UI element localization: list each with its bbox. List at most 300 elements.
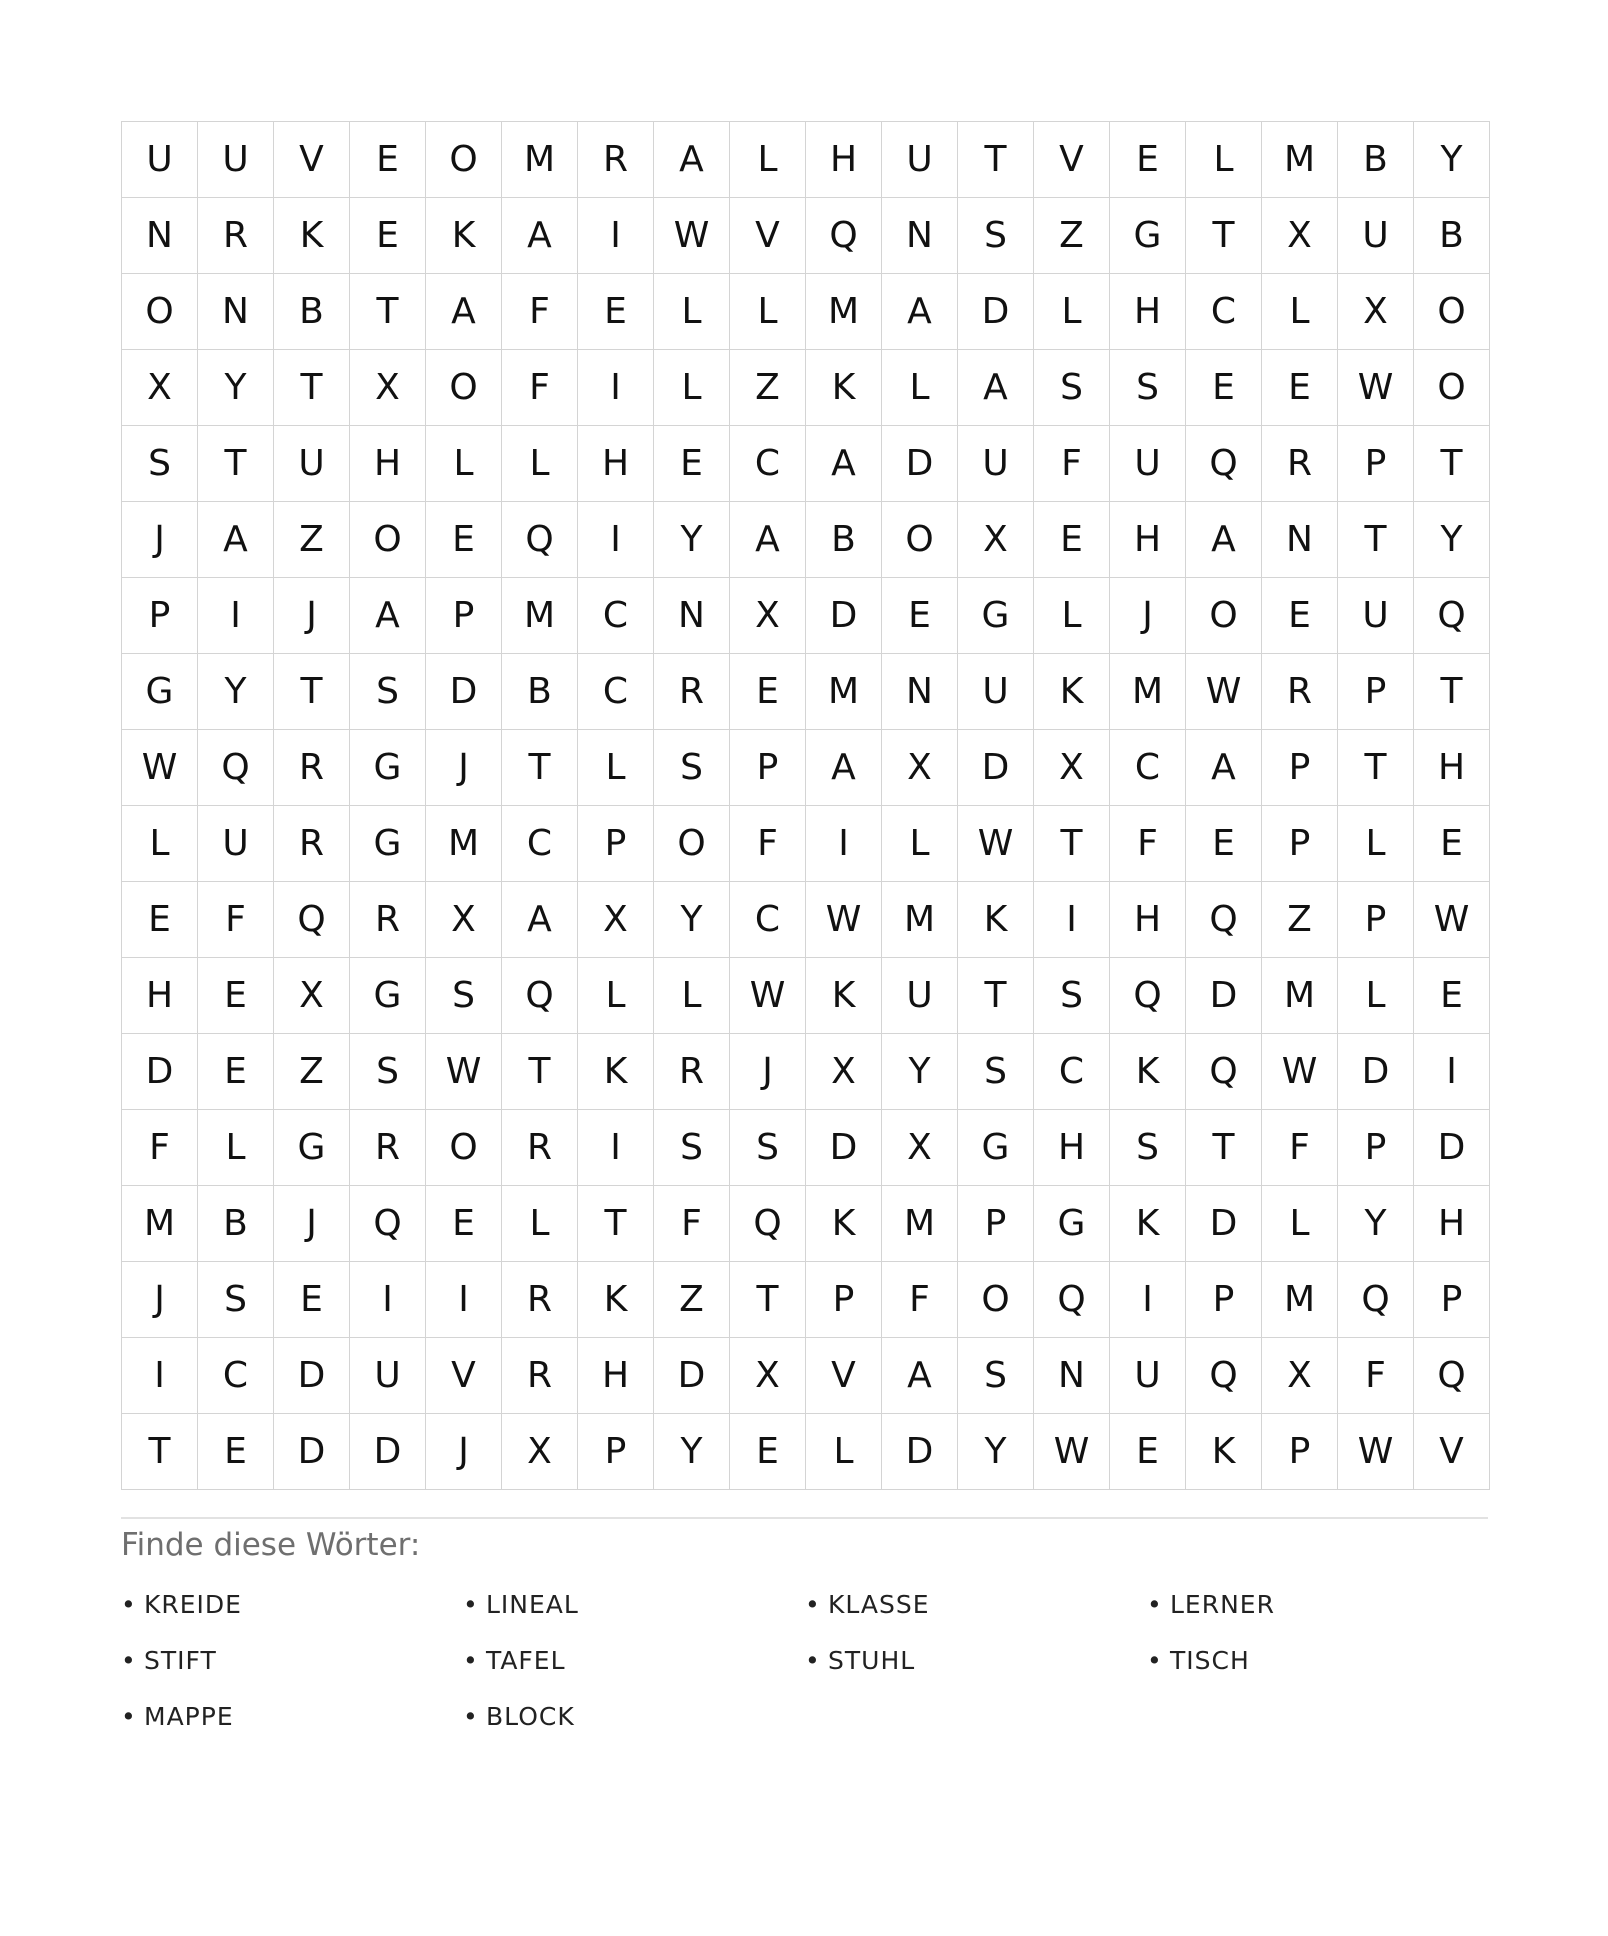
grid-cell[interactable]: Y (654, 502, 730, 578)
grid-cell[interactable]: S (1110, 1110, 1186, 1186)
grid-cell[interactable]: N (1262, 502, 1338, 578)
grid-cell[interactable]: L (502, 426, 578, 502)
grid-cell[interactable]: M (806, 654, 882, 730)
grid-cell[interactable]: X (730, 1338, 806, 1414)
grid-cell[interactable]: A (198, 502, 274, 578)
grid-cell[interactable]: M (426, 806, 502, 882)
grid-cell[interactable]: H (1034, 1110, 1110, 1186)
grid-cell[interactable]: A (426, 274, 502, 350)
grid-cell[interactable]: Q (198, 730, 274, 806)
grid-cell[interactable]: Q (502, 502, 578, 578)
grid-cell[interactable]: J (1110, 578, 1186, 654)
grid-cell[interactable]: G (350, 958, 426, 1034)
grid-cell[interactable]: A (958, 350, 1034, 426)
grid-cell[interactable]: M (882, 882, 958, 958)
grid-cell[interactable]: W (1186, 654, 1262, 730)
grid-cell[interactable]: A (730, 502, 806, 578)
grid-cell[interactable]: W (806, 882, 882, 958)
grid-cell[interactable]: D (958, 274, 1034, 350)
grid-cell[interactable]: C (1110, 730, 1186, 806)
grid-cell[interactable]: S (958, 198, 1034, 274)
grid-cell[interactable]: E (122, 882, 198, 958)
grid-cell[interactable]: Y (654, 1414, 730, 1490)
grid-cell[interactable]: P (1338, 654, 1414, 730)
grid-cell[interactable]: A (502, 198, 578, 274)
grid-cell[interactable]: E (882, 578, 958, 654)
grid-cell[interactable]: X (730, 578, 806, 654)
grid-cell[interactable]: H (1110, 882, 1186, 958)
grid-cell[interactable]: G (122, 654, 198, 730)
grid-cell[interactable]: R (654, 654, 730, 730)
grid-cell[interactable]: W (654, 198, 730, 274)
grid-cell[interactable]: E (1414, 806, 1490, 882)
grid-cell[interactable]: P (958, 1186, 1034, 1262)
grid-cell[interactable]: T (1338, 502, 1414, 578)
grid-cell[interactable]: A (806, 426, 882, 502)
grid-cell[interactable]: A (882, 274, 958, 350)
grid-cell[interactable]: M (1110, 654, 1186, 730)
grid-cell[interactable]: O (426, 1110, 502, 1186)
grid-cell[interactable]: A (502, 882, 578, 958)
grid-cell[interactable]: F (730, 806, 806, 882)
grid-cell[interactable]: N (882, 198, 958, 274)
grid-cell[interactable]: Q (274, 882, 350, 958)
grid-cell[interactable]: K (578, 1262, 654, 1338)
grid-cell[interactable]: P (1262, 730, 1338, 806)
grid-cell[interactable]: Y (1414, 122, 1490, 198)
grid-cell[interactable]: N (882, 654, 958, 730)
grid-cell[interactable]: W (1262, 1034, 1338, 1110)
grid-cell[interactable]: O (426, 350, 502, 426)
grid-cell[interactable]: L (882, 350, 958, 426)
grid-cell[interactable]: E (578, 274, 654, 350)
grid-cell[interactable]: T (1186, 198, 1262, 274)
grid-cell[interactable]: J (426, 730, 502, 806)
grid-cell[interactable]: S (1110, 350, 1186, 426)
grid-cell[interactable]: F (654, 1186, 730, 1262)
grid-cell[interactable]: F (122, 1110, 198, 1186)
grid-cell[interactable]: Q (1186, 1034, 1262, 1110)
grid-cell[interactable]: K (274, 198, 350, 274)
grid-cell[interactable]: D (426, 654, 502, 730)
grid-cell[interactable]: S (1034, 350, 1110, 426)
grid-cell[interactable]: K (958, 882, 1034, 958)
grid-cell[interactable]: Z (654, 1262, 730, 1338)
grid-cell[interactable]: G (1110, 198, 1186, 274)
grid-cell[interactable]: D (806, 578, 882, 654)
grid-cell[interactable]: S (198, 1262, 274, 1338)
grid-cell[interactable]: M (806, 274, 882, 350)
grid-cell[interactable]: Q (1186, 882, 1262, 958)
grid-cell[interactable]: L (806, 1414, 882, 1490)
grid-cell[interactable]: T (350, 274, 426, 350)
grid-cell[interactable]: A (1186, 502, 1262, 578)
grid-cell[interactable]: H (1110, 274, 1186, 350)
grid-cell[interactable]: F (502, 274, 578, 350)
grid-cell[interactable]: I (350, 1262, 426, 1338)
grid-cell[interactable]: S (350, 1034, 426, 1110)
grid-cell[interactable]: I (1414, 1034, 1490, 1110)
grid-cell[interactable]: U (350, 1338, 426, 1414)
grid-cell[interactable]: E (1186, 806, 1262, 882)
grid-cell[interactable]: R (350, 1110, 426, 1186)
grid-cell[interactable]: J (274, 1186, 350, 1262)
grid-cell[interactable]: U (1338, 578, 1414, 654)
grid-cell[interactable]: S (350, 654, 426, 730)
grid-cell[interactable]: J (122, 1262, 198, 1338)
grid-cell[interactable]: S (958, 1338, 1034, 1414)
grid-cell[interactable]: L (1338, 806, 1414, 882)
grid-cell[interactable]: O (1414, 350, 1490, 426)
grid-cell[interactable]: M (502, 122, 578, 198)
grid-cell[interactable]: U (882, 122, 958, 198)
grid-cell[interactable]: K (1110, 1034, 1186, 1110)
grid-cell[interactable]: E (274, 1262, 350, 1338)
grid-cell[interactable]: Y (882, 1034, 958, 1110)
grid-cell[interactable]: Z (274, 1034, 350, 1110)
grid-cell[interactable]: I (198, 578, 274, 654)
grid-cell[interactable]: O (122, 274, 198, 350)
grid-cell[interactable]: B (502, 654, 578, 730)
grid-cell[interactable]: S (426, 958, 502, 1034)
grid-cell[interactable]: E (198, 1414, 274, 1490)
grid-cell[interactable]: T (274, 350, 350, 426)
grid-cell[interactable]: C (730, 426, 806, 502)
grid-cell[interactable]: E (1414, 958, 1490, 1034)
grid-cell[interactable]: Y (1414, 502, 1490, 578)
grid-cell[interactable]: F (1110, 806, 1186, 882)
grid-cell[interactable]: X (806, 1034, 882, 1110)
grid-cell[interactable]: C (198, 1338, 274, 1414)
grid-cell[interactable]: H (806, 122, 882, 198)
grid-cell[interactable]: M (882, 1186, 958, 1262)
grid-cell[interactable]: X (1338, 274, 1414, 350)
grid-cell[interactable]: U (1338, 198, 1414, 274)
grid-cell[interactable]: D (1414, 1110, 1490, 1186)
grid-cell[interactable]: I (578, 350, 654, 426)
grid-cell[interactable]: V (1034, 122, 1110, 198)
grid-cell[interactable]: S (958, 1034, 1034, 1110)
grid-cell[interactable]: R (198, 198, 274, 274)
grid-cell[interactable]: E (654, 426, 730, 502)
grid-cell[interactable]: I (806, 806, 882, 882)
grid-cell[interactable]: X (122, 350, 198, 426)
grid-cell[interactable]: U (122, 122, 198, 198)
grid-cell[interactable]: V (730, 198, 806, 274)
grid-cell[interactable]: C (730, 882, 806, 958)
grid-cell[interactable]: G (350, 806, 426, 882)
grid-cell[interactable]: X (882, 730, 958, 806)
grid-cell[interactable]: X (426, 882, 502, 958)
grid-cell[interactable]: P (578, 806, 654, 882)
grid-cell[interactable]: X (502, 1414, 578, 1490)
grid-cell[interactable]: R (350, 882, 426, 958)
grid-cell[interactable]: Y (1338, 1186, 1414, 1262)
grid-cell[interactable]: T (730, 1262, 806, 1338)
grid-cell[interactable]: X (1262, 198, 1338, 274)
grid-cell[interactable]: S (654, 1110, 730, 1186)
grid-cell[interactable]: T (1338, 730, 1414, 806)
grid-cell[interactable]: A (1186, 730, 1262, 806)
grid-cell[interactable]: E (1262, 578, 1338, 654)
grid-cell[interactable]: E (1186, 350, 1262, 426)
grid-cell[interactable]: U (882, 958, 958, 1034)
grid-cell[interactable]: M (122, 1186, 198, 1262)
grid-cell[interactable]: R (502, 1110, 578, 1186)
grid-cell[interactable]: C (578, 654, 654, 730)
grid-cell[interactable]: F (502, 350, 578, 426)
grid-cell[interactable]: P (806, 1262, 882, 1338)
grid-cell[interactable]: T (1414, 654, 1490, 730)
grid-cell[interactable]: Q (1110, 958, 1186, 1034)
grid-cell[interactable]: E (198, 958, 274, 1034)
grid-cell[interactable]: V (274, 122, 350, 198)
grid-cell[interactable]: Q (1414, 1338, 1490, 1414)
grid-cell[interactable]: E (1110, 122, 1186, 198)
grid-cell[interactable]: M (1262, 958, 1338, 1034)
grid-cell[interactable]: N (198, 274, 274, 350)
grid-cell[interactable]: Q (1186, 1338, 1262, 1414)
grid-cell[interactable]: D (882, 426, 958, 502)
grid-cell[interactable]: T (1034, 806, 1110, 882)
grid-cell[interactable]: L (730, 274, 806, 350)
grid-cell[interactable]: H (578, 1338, 654, 1414)
grid-cell[interactable]: P (730, 730, 806, 806)
grid-cell[interactable]: O (654, 806, 730, 882)
grid-cell[interactable]: H (1110, 502, 1186, 578)
grid-cell[interactable]: O (958, 1262, 1034, 1338)
grid-cell[interactable]: D (274, 1338, 350, 1414)
grid-cell[interactable]: Y (198, 654, 274, 730)
grid-cell[interactable]: T (274, 654, 350, 730)
grid-cell[interactable]: Y (198, 350, 274, 426)
grid-cell[interactable]: A (350, 578, 426, 654)
grid-cell[interactable]: E (350, 122, 426, 198)
grid-cell[interactable]: O (882, 502, 958, 578)
grid-cell[interactable]: C (502, 806, 578, 882)
grid-cell[interactable]: B (1338, 122, 1414, 198)
grid-cell[interactable]: Y (654, 882, 730, 958)
grid-cell[interactable]: M (502, 578, 578, 654)
grid-cell[interactable]: D (958, 730, 1034, 806)
grid-cell[interactable]: I (426, 1262, 502, 1338)
grid-cell[interactable]: X (882, 1110, 958, 1186)
grid-cell[interactable]: W (1034, 1414, 1110, 1490)
grid-cell[interactable]: E (426, 502, 502, 578)
grid-cell[interactable]: U (1110, 1338, 1186, 1414)
grid-cell[interactable]: J (426, 1414, 502, 1490)
grid-cell[interactable]: P (1338, 882, 1414, 958)
grid-cell[interactable]: L (654, 274, 730, 350)
grid-cell[interactable]: J (730, 1034, 806, 1110)
grid-cell[interactable]: G (1034, 1186, 1110, 1262)
grid-cell[interactable]: X (1034, 730, 1110, 806)
grid-cell[interactable]: T (1186, 1110, 1262, 1186)
grid-cell[interactable]: U (274, 426, 350, 502)
grid-cell[interactable]: M (1262, 122, 1338, 198)
grid-cell[interactable]: K (806, 1186, 882, 1262)
grid-cell[interactable]: C (1034, 1034, 1110, 1110)
grid-cell[interactable]: L (730, 122, 806, 198)
grid-cell[interactable]: L (578, 958, 654, 1034)
grid-cell[interactable]: L (882, 806, 958, 882)
grid-cell[interactable]: F (882, 1262, 958, 1338)
grid-cell[interactable]: D (122, 1034, 198, 1110)
grid-cell[interactable]: P (1338, 426, 1414, 502)
grid-cell[interactable]: U (198, 122, 274, 198)
grid-cell[interactable]: H (578, 426, 654, 502)
grid-cell[interactable]: R (1262, 426, 1338, 502)
grid-cell[interactable]: E (730, 654, 806, 730)
grid-cell[interactable]: Q (1414, 578, 1490, 654)
grid-cell[interactable]: R (274, 730, 350, 806)
grid-cell[interactable]: O (1414, 274, 1490, 350)
grid-cell[interactable]: W (1338, 350, 1414, 426)
grid-cell[interactable]: I (578, 1110, 654, 1186)
grid-cell[interactable]: D (1186, 1186, 1262, 1262)
grid-cell[interactable]: K (1034, 654, 1110, 730)
grid-cell[interactable]: N (1034, 1338, 1110, 1414)
grid-cell[interactable]: S (1034, 958, 1110, 1034)
grid-cell[interactable]: I (578, 198, 654, 274)
grid-cell[interactable]: T (578, 1186, 654, 1262)
grid-cell[interactable]: R (654, 1034, 730, 1110)
grid-cell[interactable]: X (958, 502, 1034, 578)
grid-cell[interactable]: Z (730, 350, 806, 426)
grid-cell[interactable]: D (806, 1110, 882, 1186)
grid-cell[interactable]: U (958, 654, 1034, 730)
grid-cell[interactable]: Z (1034, 198, 1110, 274)
grid-cell[interactable]: Q (502, 958, 578, 1034)
grid-cell[interactable]: L (1034, 274, 1110, 350)
grid-cell[interactable]: U (1110, 426, 1186, 502)
grid-cell[interactable]: P (1414, 1262, 1490, 1338)
grid-cell[interactable]: U (198, 806, 274, 882)
grid-cell[interactable]: C (1186, 274, 1262, 350)
grid-cell[interactable]: J (122, 502, 198, 578)
grid-cell[interactable]: S (654, 730, 730, 806)
grid-cell[interactable]: Q (1338, 1262, 1414, 1338)
grid-cell[interactable]: D (1186, 958, 1262, 1034)
grid-cell[interactable]: L (198, 1110, 274, 1186)
grid-cell[interactable]: E (1034, 502, 1110, 578)
grid-cell[interactable]: L (1186, 122, 1262, 198)
grid-cell[interactable]: D (274, 1414, 350, 1490)
grid-cell[interactable]: T (958, 958, 1034, 1034)
grid-cell[interactable]: T (198, 426, 274, 502)
grid-cell[interactable]: O (350, 502, 426, 578)
grid-cell[interactable]: E (730, 1414, 806, 1490)
grid-cell[interactable]: T (502, 730, 578, 806)
grid-cell[interactable]: V (1414, 1414, 1490, 1490)
grid-cell[interactable]: W (1338, 1414, 1414, 1490)
grid-cell[interactable]: D (1338, 1034, 1414, 1110)
grid-cell[interactable]: A (654, 122, 730, 198)
grid-cell[interactable]: G (958, 578, 1034, 654)
grid-cell[interactable]: F (1262, 1110, 1338, 1186)
grid-cell[interactable]: L (1262, 274, 1338, 350)
grid-cell[interactable]: E (350, 198, 426, 274)
grid-cell[interactable]: R (578, 122, 654, 198)
grid-cell[interactable]: O (1186, 578, 1262, 654)
grid-cell[interactable]: X (350, 350, 426, 426)
grid-cell[interactable]: P (122, 578, 198, 654)
grid-cell[interactable]: T (502, 1034, 578, 1110)
grid-cell[interactable]: L (654, 958, 730, 1034)
grid-cell[interactable]: G (958, 1110, 1034, 1186)
grid-cell[interactable]: L (654, 350, 730, 426)
grid-cell[interactable]: N (122, 198, 198, 274)
grid-cell[interactable]: L (122, 806, 198, 882)
grid-cell[interactable]: A (806, 730, 882, 806)
grid-cell[interactable]: N (654, 578, 730, 654)
grid-cell[interactable]: S (122, 426, 198, 502)
grid-cell[interactable]: L (1338, 958, 1414, 1034)
grid-cell[interactable]: R (502, 1338, 578, 1414)
grid-cell[interactable]: P (1338, 1110, 1414, 1186)
grid-cell[interactable]: H (1414, 1186, 1490, 1262)
grid-cell[interactable]: S (730, 1110, 806, 1186)
grid-cell[interactable]: B (1414, 198, 1490, 274)
grid-cell[interactable]: W (122, 730, 198, 806)
grid-cell[interactable]: C (578, 578, 654, 654)
grid-cell[interactable]: K (1110, 1186, 1186, 1262)
grid-cell[interactable]: L (426, 426, 502, 502)
grid-cell[interactable]: P (1262, 1414, 1338, 1490)
grid-cell[interactable]: B (274, 274, 350, 350)
grid-cell[interactable]: W (426, 1034, 502, 1110)
grid-cell[interactable]: E (426, 1186, 502, 1262)
grid-cell[interactable]: I (1110, 1262, 1186, 1338)
grid-cell[interactable]: Q (1034, 1262, 1110, 1338)
grid-cell[interactable]: R (502, 1262, 578, 1338)
grid-cell[interactable]: T (958, 122, 1034, 198)
grid-cell[interactable]: E (1262, 350, 1338, 426)
grid-cell[interactable]: F (198, 882, 274, 958)
grid-cell[interactable]: Q (1186, 426, 1262, 502)
grid-cell[interactable]: K (426, 198, 502, 274)
grid-cell[interactable]: V (426, 1338, 502, 1414)
grid-cell[interactable]: I (1034, 882, 1110, 958)
grid-cell[interactable]: W (958, 806, 1034, 882)
grid-cell[interactable]: V (806, 1338, 882, 1414)
grid-cell[interactable]: K (1186, 1414, 1262, 1490)
grid-cell[interactable]: D (654, 1338, 730, 1414)
grid-cell[interactable]: B (806, 502, 882, 578)
grid-cell[interactable]: K (806, 958, 882, 1034)
grid-cell[interactable]: Z (274, 502, 350, 578)
grid-cell[interactable]: I (578, 502, 654, 578)
grid-cell[interactable]: F (1338, 1338, 1414, 1414)
grid-cell[interactable]: G (350, 730, 426, 806)
grid-cell[interactable]: L (578, 730, 654, 806)
grid-cell[interactable]: E (198, 1034, 274, 1110)
grid-cell[interactable]: W (1414, 882, 1490, 958)
grid-cell[interactable]: R (274, 806, 350, 882)
grid-cell[interactable]: R (1262, 654, 1338, 730)
grid-cell[interactable]: D (882, 1414, 958, 1490)
grid-cell[interactable]: Z (1262, 882, 1338, 958)
grid-cell[interactable]: X (578, 882, 654, 958)
grid-cell[interactable]: M (1262, 1262, 1338, 1338)
grid-cell[interactable]: P (578, 1414, 654, 1490)
grid-cell[interactable]: P (426, 578, 502, 654)
grid-cell[interactable]: P (1186, 1262, 1262, 1338)
grid-cell[interactable]: Q (730, 1186, 806, 1262)
grid-cell[interactable]: I (122, 1338, 198, 1414)
grid-cell[interactable]: O (426, 122, 502, 198)
grid-cell[interactable]: J (274, 578, 350, 654)
